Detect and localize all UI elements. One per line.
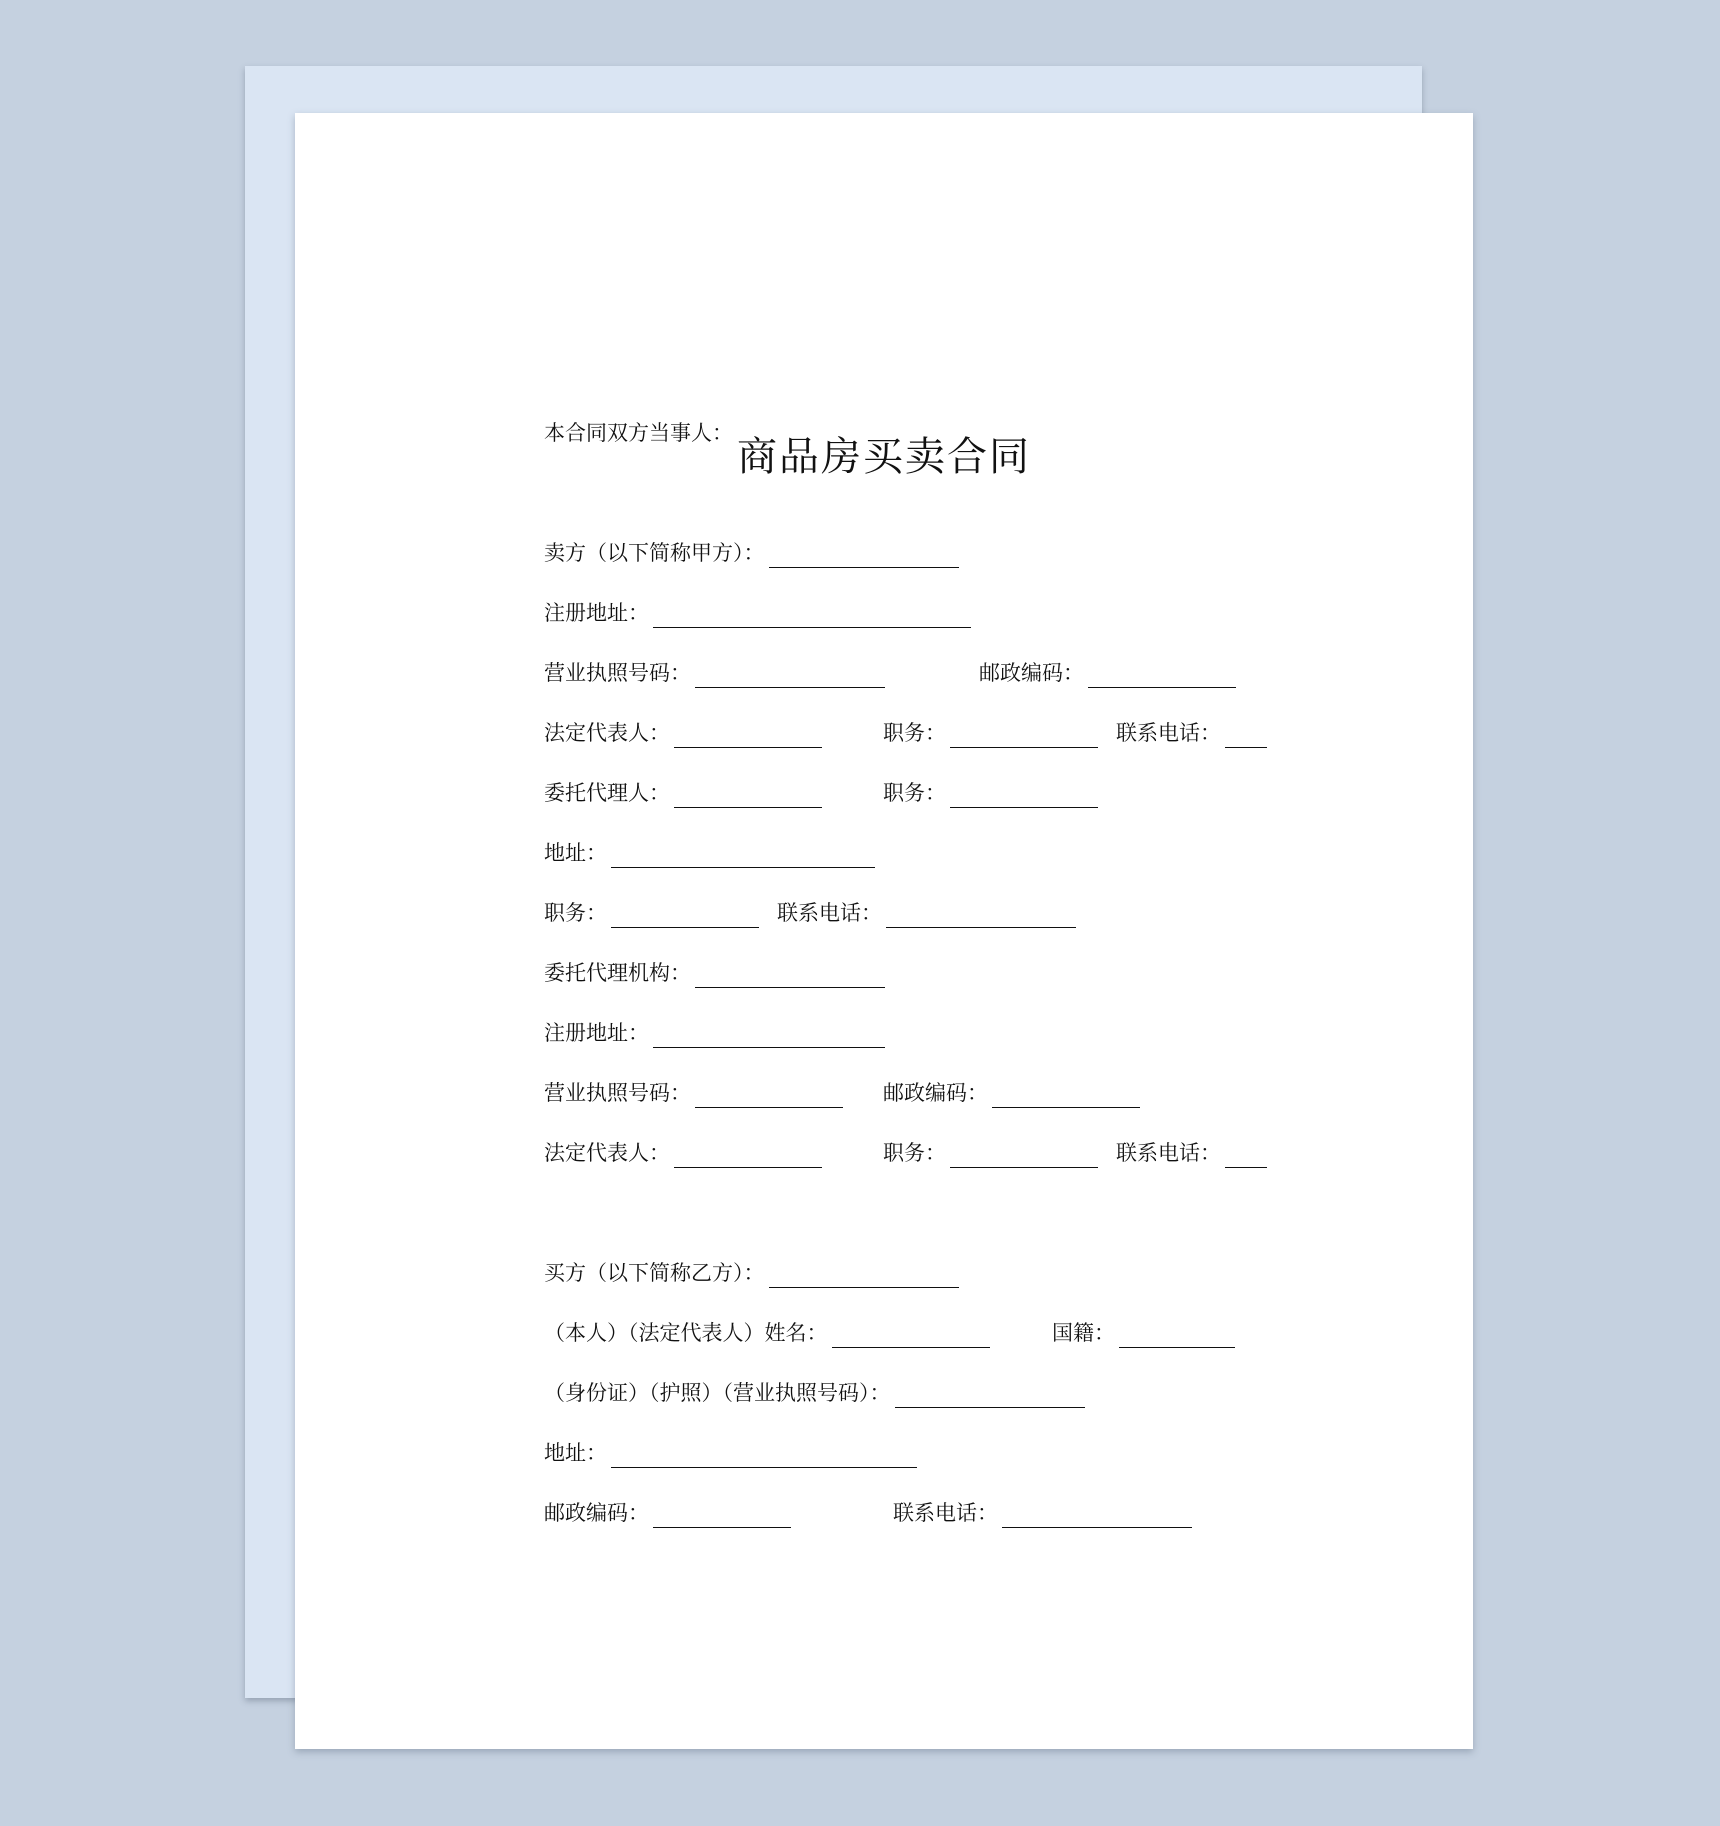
seller-agency-legal-rep-field[interactable]	[674, 1145, 822, 1168]
seller-addr-position-field[interactable]	[611, 905, 759, 928]
seller-agency-reg-address-field[interactable]	[653, 1025, 885, 1048]
seller-agency-license-row	[295, 1078, 1473, 1108]
seller-address-label: 地址：	[544, 841, 607, 865]
seller-legal-rep-field[interactable]	[674, 725, 822, 748]
seller-agent-position-label: 职务：	[883, 781, 946, 805]
seller-license-label: 营业执照号码：	[544, 661, 691, 685]
seller-agent-row	[295, 778, 1473, 808]
seller-addr-phone-label: 联系电话：	[777, 901, 882, 925]
buyer-id-row	[295, 1378, 1473, 1408]
buyer-address-label: 地址：	[544, 1441, 607, 1465]
seller-agency-label: 委托代理机构：	[544, 961, 691, 985]
seller-agency-reg-address-row	[295, 1018, 1473, 1048]
buyer-name-field[interactable]	[769, 1265, 959, 1288]
seller-agency-postcode-label: 邮政编码：	[883, 1081, 988, 1105]
buyer-person-name-field[interactable]	[832, 1325, 990, 1348]
seller-reg-address-label: 注册地址：	[544, 601, 649, 625]
seller-heading-label: 卖方（以下简称甲方）：	[544, 541, 765, 565]
buyer-id-field[interactable]	[895, 1385, 1085, 1408]
seller-agency-row	[295, 958, 1473, 988]
seller-license-row	[295, 658, 1473, 688]
seller-agent-label: 委托代理人：	[544, 781, 670, 805]
document-title: 商品房买卖合同	[737, 434, 1031, 480]
seller-agent-position-field[interactable]	[950, 785, 1098, 808]
buyer-nationality-field[interactable]	[1119, 1325, 1235, 1348]
seller-heading-row	[295, 538, 1473, 568]
seller-agency-position-field[interactable]	[950, 1145, 1098, 1168]
seller-agency-legal-rep-row	[295, 1138, 1473, 1168]
document-page	[295, 113, 1473, 1749]
intro-row	[295, 418, 1473, 448]
seller-legal-rep-row	[295, 718, 1473, 748]
buyer-nationality-label: 国籍：	[1052, 1321, 1115, 1345]
seller-reg-address-field[interactable]	[653, 605, 971, 628]
seller-postcode-label: 邮政编码：	[979, 661, 1084, 685]
seller-reg-address-row	[295, 598, 1473, 628]
seller-address-field[interactable]	[611, 845, 875, 868]
buyer-postcode-label: 邮政编码：	[544, 1501, 649, 1525]
buyer-address-field[interactable]	[611, 1445, 917, 1468]
seller-agency-postcode-field[interactable]	[992, 1085, 1140, 1108]
buyer-name-row	[295, 1318, 1473, 1348]
seller-phone-label: 联系电话：	[1116, 721, 1221, 745]
buyer-postcode-field[interactable]	[653, 1505, 791, 1528]
buyer-id-label: （身份证）（护照）（营业执照号码）：	[544, 1381, 891, 1405]
seller-postcode-field[interactable]	[1088, 665, 1236, 688]
seller-agency-field[interactable]	[695, 965, 885, 988]
buyer-heading-row	[295, 1258, 1473, 1288]
seller-addr-position-label: 职务：	[544, 901, 607, 925]
seller-address-row	[295, 838, 1473, 868]
buyer-heading-label: 买方（以下简称乙方）：	[544, 1261, 765, 1285]
seller-position-field[interactable]	[950, 725, 1098, 748]
seller-agent-field[interactable]	[674, 785, 822, 808]
seller-position-label: 职务：	[883, 721, 946, 745]
seller-agency-phone-field[interactable]	[1225, 1145, 1267, 1168]
seller-agency-reg-address-label: 注册地址：	[544, 1021, 649, 1045]
seller-addr-phone-field[interactable]	[886, 905, 1076, 928]
seller-agency-license-label: 营业执照号码：	[544, 1081, 691, 1105]
buyer-postcode-row	[295, 1498, 1473, 1528]
seller-legal-rep-label: 法定代表人：	[544, 721, 670, 745]
buyer-phone-label: 联系电话：	[893, 1501, 998, 1525]
seller-phone-field[interactable]	[1225, 725, 1267, 748]
seller-agency-phone-label: 联系电话：	[1116, 1141, 1221, 1165]
buyer-person-name-label: （本人）（法定代表人）姓名：	[544, 1321, 828, 1345]
buyer-phone-field[interactable]	[1002, 1505, 1192, 1528]
seller-agency-license-field[interactable]	[695, 1085, 843, 1108]
intro-text: 本合同双方当事人：	[544, 421, 733, 445]
buyer-address-row	[295, 1438, 1473, 1468]
seller-license-field[interactable]	[695, 665, 885, 688]
seller-addr-position-row	[295, 898, 1473, 928]
seller-agency-legal-rep-label: 法定代表人：	[544, 1141, 670, 1165]
seller-agency-position-label: 职务：	[883, 1141, 946, 1165]
seller-name-field[interactable]	[769, 545, 959, 568]
